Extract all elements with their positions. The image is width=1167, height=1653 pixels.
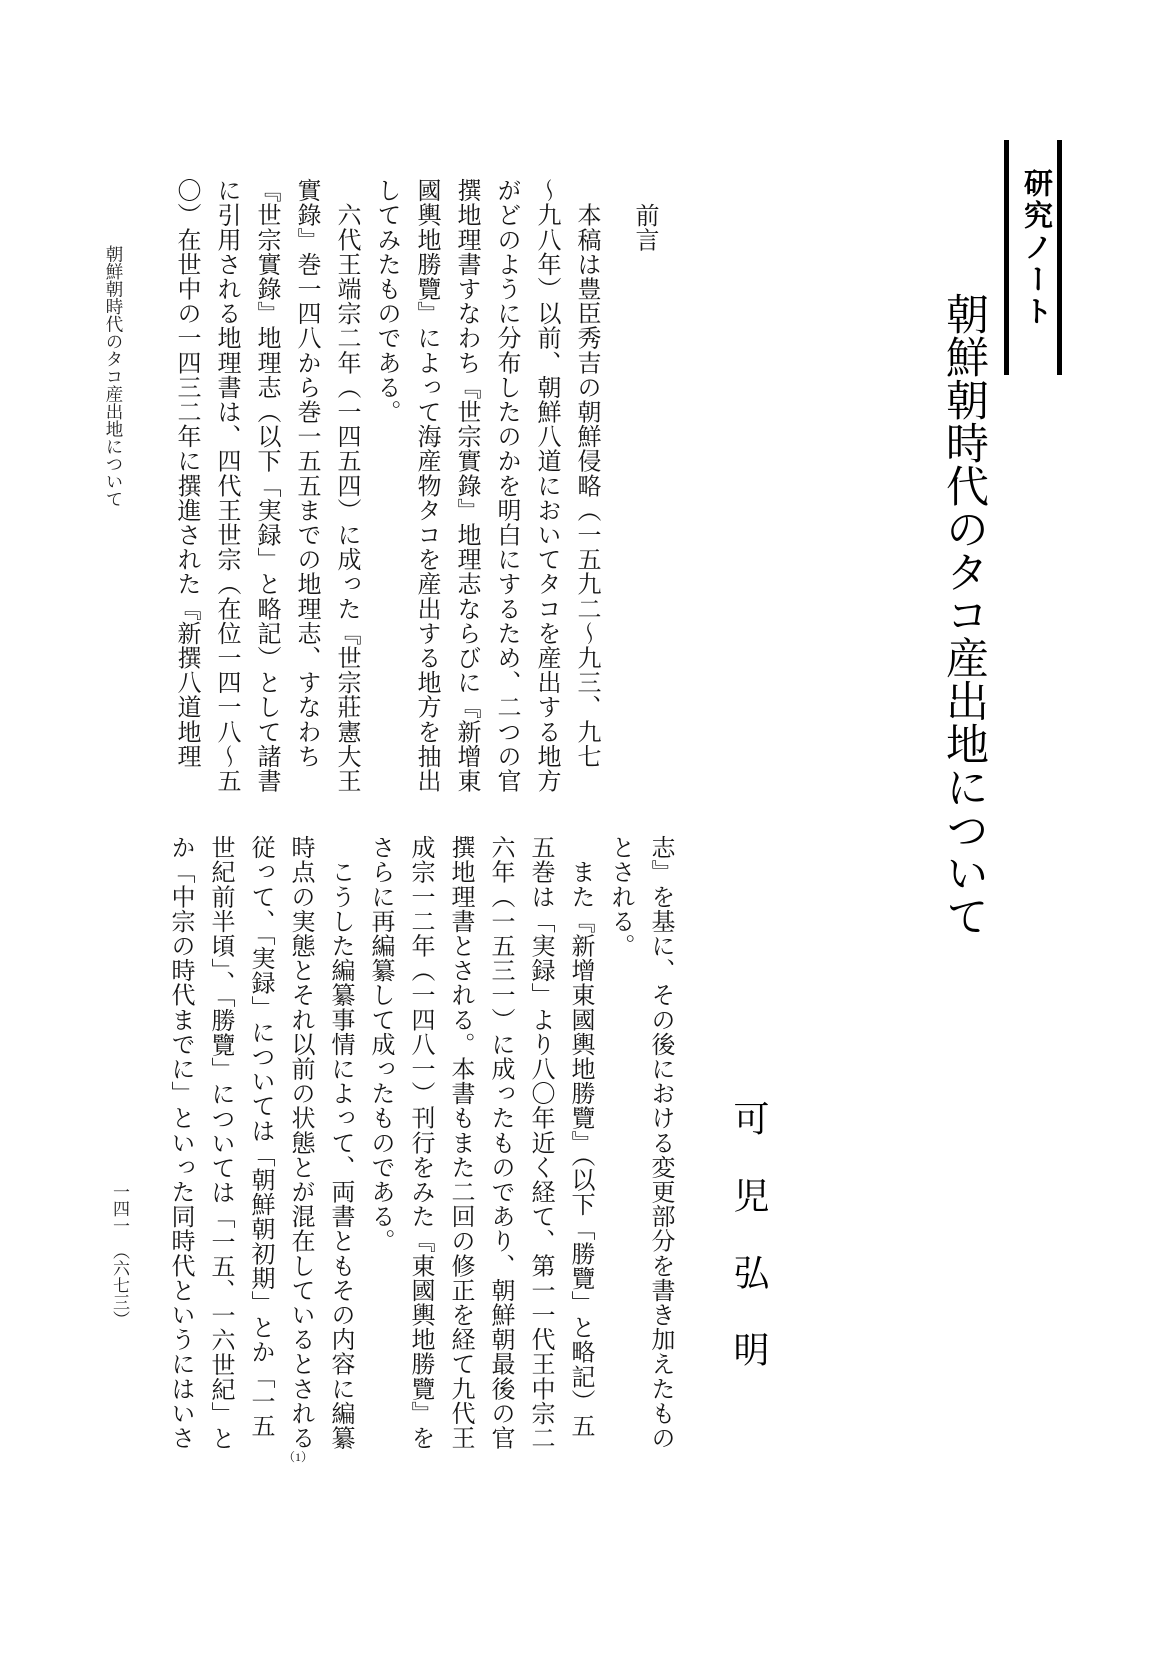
text-column: ～九八年）以前、朝鮮八道においてタコを産出する地方: [533, 178, 559, 793]
text-column: こうした編纂事情によって、両書ともその内容に編纂: [327, 835, 353, 1450]
text-column: とされる。: [607, 835, 633, 958]
text-column: 六年（一五三一）に成ったものであり、朝鮮朝最後の官: [487, 835, 513, 1450]
text-column: 成宗一二年（一四八一）刊行をみた『東國輿地勝覽』を: [407, 835, 433, 1450]
text-column: 實錄』巻一四八から巻一五五までの地理志、すなわち: [293, 178, 319, 769]
footnote-marker: （1）: [283, 1450, 314, 1464]
text-column: また『新增東國輿地勝覽』（以下「勝覽」と略記）五: [567, 835, 593, 1438]
text-column: 『世宗實錄』地理志（以下「実録」と略記）として諸書: [253, 178, 279, 793]
text-column: か「中宗の時代までに」といった同時代というにはいさ: [167, 835, 193, 1450]
text-column: 従って、「実録」については「朝鮮朝初期」とか「一五: [247, 835, 273, 1438]
text-column: に引用される地理書は、四代王世宗（在位一四一八～五: [213, 178, 239, 793]
text-column: 志』を基に、その後における変更部分を書き加えたもの: [647, 835, 673, 1450]
text-column: 本稿は豊臣秀吉の朝鮮侵略（一五九二～九三、九七: [573, 178, 599, 769]
page-number: 一四一 （六七三）: [110, 1183, 129, 1328]
research-note-label: 研究ノート: [1020, 168, 1052, 328]
text-column: 五巻は「実録」より八〇年近く経て、第一一代王中宗二: [527, 835, 553, 1450]
label-rule-left: [1004, 140, 1009, 375]
text-column: してみたものである。: [373, 178, 399, 424]
text-column: 六代王端宗二年（一四五四）に成った『世宗莊憲大王: [333, 178, 359, 793]
text-column: がどのように分布したのかを明白にするため、二つの官: [493, 178, 519, 793]
text-column: 國輿地勝覽』によって海産物タコを産出する地方を抽出: [413, 178, 439, 793]
section-heading: 前言: [631, 203, 657, 253]
body-text-block: [160, 835, 680, 1457]
text-column: 世紀前半頃」、「勝覽」については「一五、一六世紀」と: [207, 835, 233, 1451]
text-column: 撰地理書とされる。本書もまた二回の修正を経て九代王: [447, 835, 473, 1450]
running-title: 朝鮮朝時代のタコ産出地について: [104, 245, 124, 508]
text-column: さらに再編纂して成ったものである。: [367, 835, 393, 1254]
author-name: 可児弘明: [729, 1100, 769, 1408]
label-rule-right: [1057, 140, 1062, 375]
page-title: 朝鮮朝時代のタコ産出地について: [940, 292, 987, 937]
text-column: 時点の実態とそれ以前の状態とが混在しているとされる: [287, 835, 313, 1450]
text-column: 〇）在世中の一四三二年に撰進された『新撰八道地理: [173, 178, 199, 769]
preface-text-block: [166, 178, 664, 800]
text-column: 撰地理書すなわち『世宗實錄』地理志ならびに『新增東: [453, 178, 479, 793]
